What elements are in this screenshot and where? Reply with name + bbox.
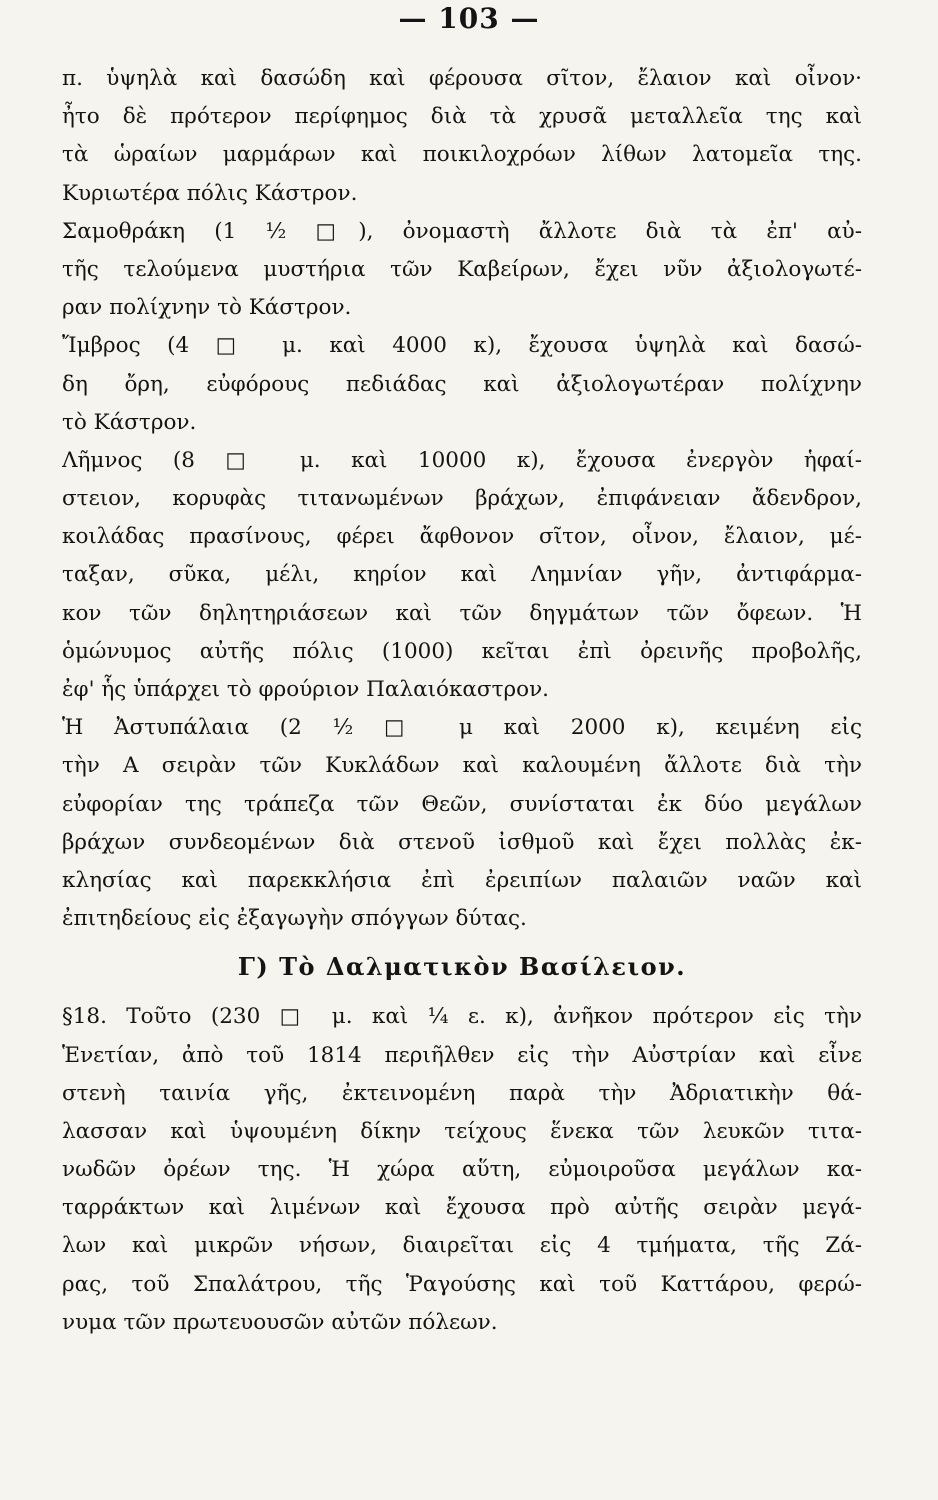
- text-line: Κυριωτέρα πόλις Κάστρον.: [62, 180, 358, 206]
- text-line: λων καὶ μικρῶν νήσων, διαιρεῖται εἰς 4 τμήματα, τῆς Ζά-: [62, 1233, 862, 1259]
- text-line: ἦτο δὲ πρότερον περίφημος διὰ τὰ χρυσᾶ μεταλλεῖα της καὶ: [62, 104, 862, 130]
- text-line: κον τῶν δηλητηριάσεων καὶ τῶν δηγμάτων τῶν ὄφεων. Ἡ: [62, 600, 862, 626]
- text-line: εὐφορίαν της τράπεζα τῶν Θεῶν, συνίσταται ἐκ δύο μεγάλων: [62, 791, 862, 817]
- text-line: λασσαν καὶ ὑψουμένη δίκην τείχους ἕνεκα τῶν λευκῶν τιτα-: [62, 1118, 862, 1144]
- page-number: — 103 —: [398, 2, 540, 35]
- text-line: §18. Τοῦτο (230 □ μ. καὶ ¼ ε. κ), ἀνῆκον πρότερον εἰς τὴν: [62, 1004, 862, 1030]
- text-line: π. ὑψηλὰ καὶ δασώδη καὶ φέρουσα σῖτον, ἔλαιον καὶ οἶνον·: [62, 66, 862, 91]
- text-line: στενὴ ταινία γῆς, ἐκτεινομένη παρὰ τὴν Ἀδριατικὴν θά-: [62, 1080, 862, 1106]
- text-line: ἐφ' ἧς ὑπάρχει τὸ φρούριον Παλαιόκαστρον.: [62, 677, 549, 702]
- section-islands: [62, 60, 862, 938]
- text-line: τὰ ὡραίων μαρμάρων καὶ ποικιλοχρόων λίθων λατομεῖα της.: [62, 142, 862, 168]
- section-dalmatia: [62, 998, 862, 1342]
- text-line: ταρράκτων καὶ λιμένων καὶ ἔχουσα πρὸ αὐτῆς σειρὰν μεγά-: [62, 1195, 862, 1221]
- text-line: ἐπιτηδείους εἰς ἐξαγωγὴν σπόγγων δύτας.: [62, 906, 527, 932]
- text-line: νωδῶν ὀρέων της. Ἡ χώρα αὕτη, εὐμοιροῦσα μεγάλων κα-: [62, 1157, 862, 1183]
- text-line: ταξαν, σῦκα, μέλι, κηρίον καὶ Λημνίαν γῆν, ἀντιφάρμα-: [62, 562, 862, 588]
- text-line: Ἑνετίαν, ἀπὸ τοῦ 1814 περιῆλθεν εἰς τὴν Αὐστρίαν καὶ εἶνε: [62, 1042, 862, 1068]
- text-line: νυμα τῶν πρωτευουσῶν αὐτῶν πόλεων.: [62, 1309, 498, 1335]
- text-line: δη ὄρη, εὐφόρους πεδιάδας καὶ ἀξιολογωτέραν πολίχνην: [62, 371, 862, 397]
- text-line: Σαμοθράκη (1 ½ □), ὀνομαστὴ ἄλλοτε διὰ τὰ ἐπ' αὐ-: [62, 218, 862, 244]
- text-line: τὸ Κάστρον.: [62, 409, 197, 435]
- text-line: ὁμώνυμος αὐτῆς πόλις (1000) κεῖται ἐπὶ ὀρεινῆς προβολῆς,: [62, 638, 862, 664]
- text-line: στειον, κορυφὰς τιτανωμένων βράχων, ἐπιφάνειαν ἄδενδρον,: [62, 486, 862, 512]
- text-line: Ἡ Ἀστυπάλαια (2 ½ □ μ καὶ 2000 κ), κειμένη εἰς: [62, 715, 862, 741]
- text-line: τὴν Α σειρὰν τῶν Κυκλάδων καὶ καλουμένη ἄλλοτε διὰ τὴν: [62, 753, 862, 779]
- text-line: κλησίας καὶ παρεκκλήσια ἐπὶ ἐρειπίων παλαιῶν ναῶν καὶ: [62, 867, 862, 893]
- text-line: τῆς τελούμενα μυστήρια τῶν Καβείρων, ἔχει νῦν ἀξιολογωτέ-: [62, 256, 862, 282]
- body-text: [62, 60, 862, 1342]
- text-line: Λῆμνος (8 □ μ. καὶ 10000 κ), ἔχουσα ἐνεργὸν ἡφαί-: [62, 447, 862, 473]
- text-line: ραν πολίχνην τὸ Κάστρον.: [62, 295, 352, 321]
- section-heading: Γ) Τὸ Δαλματικὸν Βασίλειον.: [237, 952, 687, 982]
- text-line: Ἴμβρος (4 □ μ. καὶ 4000 κ), ἔχουσα ὑψηλὰ καὶ δασώ-: [62, 333, 862, 359]
- text-line: ρας, τοῦ Σπαλάτρου, τῆς Ῥαγούσης καὶ τοῦ Καττάρου, φερώ-: [62, 1271, 862, 1297]
- text-line: βράχων συνδεομένων διὰ στενοῦ ἰσθμοῦ καὶ ἔχει πολλὰς ἐκ-: [62, 829, 862, 855]
- text-line: κοιλάδας πρασίνους, φέρει ἄφθονον σῖτον, οἶνον, ἔλαιον, μέ-: [62, 524, 862, 550]
